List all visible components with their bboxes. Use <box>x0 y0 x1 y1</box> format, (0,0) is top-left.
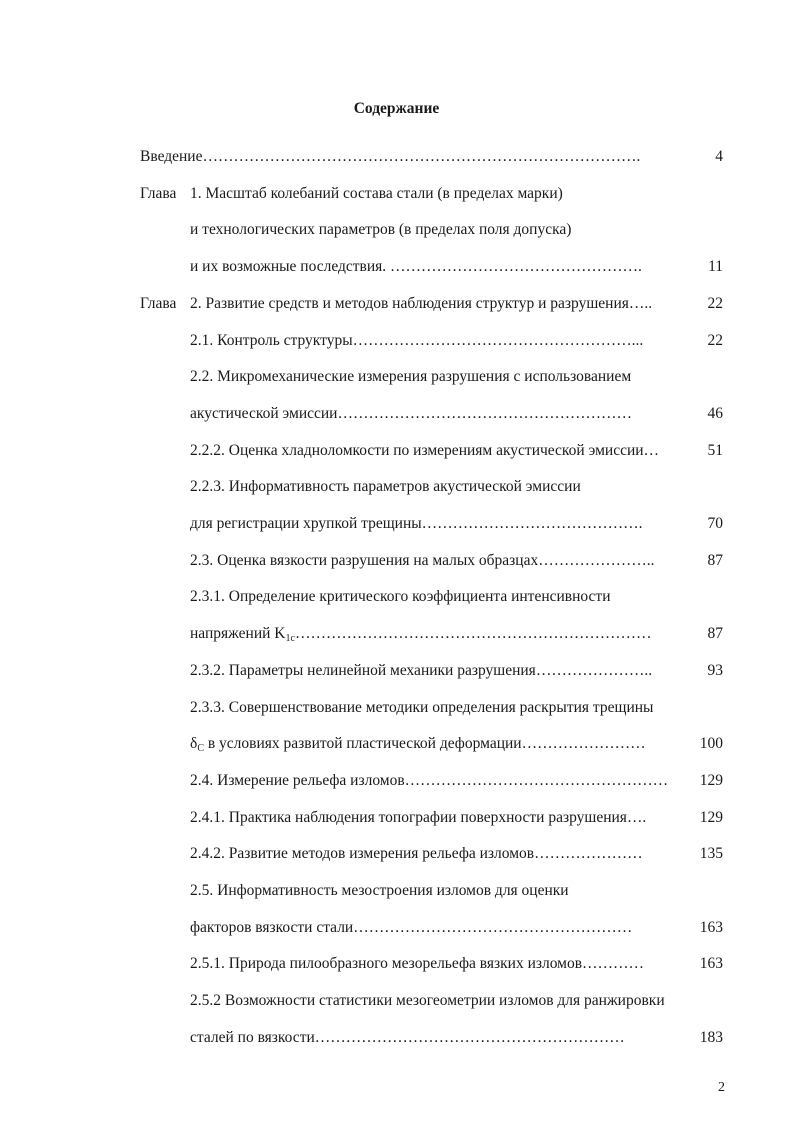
toc-entry <box>0 366 793 388</box>
toc-entry-title: 2.3. Оценка вязкости разрушения на малых образцах………………….. <box>190 552 655 569</box>
toc-entry <box>0 953 793 975</box>
toc-entry-text <box>190 880 569 902</box>
toc-entry-page-number: 100 <box>699 735 723 752</box>
toc-entry-text <box>190 256 642 278</box>
toc-entry-text <box>190 330 643 352</box>
toc-entry-text <box>190 586 611 608</box>
toc-entry-title: 2.5.1. Природа пилообразного мезорельефа вязких изломов………… <box>190 955 645 972</box>
toc-entry-title: напряжений K <box>190 625 286 642</box>
toc-entry <box>0 990 793 1012</box>
toc-entry-page-number: 51 <box>707 442 723 459</box>
toc-entry <box>0 550 793 572</box>
toc-entry-title: для регистрации хрупкой трещины……………………………………. <box>190 515 643 532</box>
toc-entry-page-number: 22 <box>707 295 723 312</box>
toc-entry-page-number: 11 <box>708 258 723 275</box>
toc-entry-page-number: 4 <box>715 148 723 165</box>
toc-entry-page-number: 129 <box>699 772 723 789</box>
toc-entry-page-number: 46 <box>707 405 723 422</box>
toc-entry-text <box>190 183 563 205</box>
toc-entry-subscript: 1c <box>285 633 295 644</box>
toc-entry-title: акустической эмиссии………………………………………………… <box>190 405 632 422</box>
toc-entry <box>0 770 793 792</box>
page-number: 2 <box>718 1080 725 1095</box>
toc-entry-text <box>190 807 646 829</box>
toc-entry <box>0 256 793 278</box>
toc-entry-page-number: 135 <box>699 845 723 862</box>
toc-entry-page-number: 129 <box>699 809 723 826</box>
toc-entry-title: 2.1. Контроль структуры………………………………………………... <box>190 332 644 349</box>
toc-entry-page-number: 93 <box>707 662 723 679</box>
toc-entry-page-number: 87 <box>707 625 723 642</box>
toc-entry <box>0 330 793 352</box>
toc-entry <box>0 697 793 719</box>
toc-entry-title: 2.5. Информативность мезостроения изломов для оценки <box>190 882 569 899</box>
toc-entry-text <box>190 660 652 682</box>
toc-entry-title: 2.2.2. Оценка хладноломкости по измерениям акустической эмиссии… <box>190 442 660 459</box>
toc-entry-text <box>190 697 653 719</box>
toc-entry <box>0 1027 793 1049</box>
toc-entry <box>0 476 793 498</box>
toc-entry-title: и технологических параметров (в пределах поля допуска) <box>190 221 572 238</box>
toc-entry-page-number: 87 <box>707 552 723 569</box>
page-title: Содержание <box>353 100 440 117</box>
toc-entry-title: δ <box>190 735 198 752</box>
toc-entry-title: 2.2.3. Информативность параметров акустической эмиссии <box>190 478 581 495</box>
toc-entry-page-number: 183 <box>699 1029 723 1046</box>
toc-entry-title: 2.3.1. Определение критического коэффициента интенсивности <box>190 588 611 605</box>
toc-entry <box>0 586 793 608</box>
toc-entry <box>0 219 793 241</box>
toc-entry-title: 2.4.1. Практика наблюдения топографии поверхности разрушения…. <box>190 809 647 826</box>
toc-entry-page-number: 70 <box>707 515 723 532</box>
toc-entry <box>0 440 793 462</box>
toc-entry-text <box>140 146 640 168</box>
toc-entry <box>0 183 793 205</box>
toc-entry-title: 2.2. Микромеханические измерения разрушения с использованием <box>190 368 632 385</box>
toc-entry-text <box>190 550 654 572</box>
toc-entry-title-continued: …………………………………………………………… <box>294 625 652 642</box>
toc-entry <box>0 843 793 865</box>
toc-entry-text <box>190 293 652 315</box>
toc-entry-text <box>190 403 632 425</box>
toc-entry <box>0 403 793 425</box>
toc-entry-title: 2.4. Измерение рельефа изломов…………………………………………… <box>190 772 669 789</box>
toc-entry-prefix: Глава <box>140 185 177 202</box>
toc-entry-text <box>190 219 571 241</box>
toc-entry-text <box>190 917 632 939</box>
toc-entry-text <box>190 953 644 975</box>
toc-entry-title: 2.3.3. Совершенствование методики определения раскрытия трещины <box>190 699 654 716</box>
toc-entry <box>0 660 793 682</box>
toc-entry-title: 2. Развитие средств и методов наблюдения структур и разрушения….. <box>190 295 653 312</box>
toc-entry-text <box>190 1027 625 1049</box>
toc-entry-page-number: 163 <box>699 955 723 972</box>
toc-entry <box>0 880 793 902</box>
toc-entry-prefix: Глава <box>140 295 177 312</box>
toc-entry <box>0 146 793 168</box>
toc-entry-title: сталей по вязкости…………………………………………………… <box>190 1029 625 1046</box>
toc-entry <box>0 733 793 755</box>
toc-entry-text <box>190 843 643 865</box>
toc-entry <box>0 623 793 645</box>
toc-entry-text <box>190 513 643 535</box>
toc-entry-title: 2.3.2. Параметры нелинейной механики разрушения………………….. <box>190 662 653 679</box>
toc-entry-subscript: C <box>197 743 204 754</box>
toc-entry <box>0 513 793 535</box>
toc-entry-text <box>190 733 646 760</box>
toc-entry-title: Введение…………………………………………………………………………. <box>140 148 641 165</box>
toc-entry-title: 2.4.2. Развитие методов измерения рельефа изломов………………… <box>190 845 643 862</box>
toc-entry-text <box>190 476 581 498</box>
toc-entry-title: 2.5.2 Возможности статистики мезогеометрии изломов для ранжировки <box>190 992 665 1009</box>
toc-entry-title-continued: в условиях развитой пластической деформации…………………… <box>203 735 646 752</box>
toc-entry <box>0 917 793 939</box>
toc-entry-text <box>190 770 668 792</box>
toc-entry-text <box>190 990 665 1012</box>
toc-entry-page-number: 163 <box>699 919 723 936</box>
toc-entry-title: и их возможные последствия. …………………………………………. <box>190 258 642 275</box>
toc-entry-text <box>190 440 659 462</box>
toc-entry-page-number: 22 <box>707 332 723 349</box>
toc-entry <box>0 293 793 315</box>
toc-entry <box>0 807 793 829</box>
toc-entry-text <box>190 623 651 650</box>
toc-entry-text <box>190 366 631 388</box>
toc-entry-title: 1. Масштаб колебаний состава стали (в пределах марки) <box>190 185 563 202</box>
toc-entry-title: факторов вязкости стали……………………………………………… <box>190 919 633 936</box>
